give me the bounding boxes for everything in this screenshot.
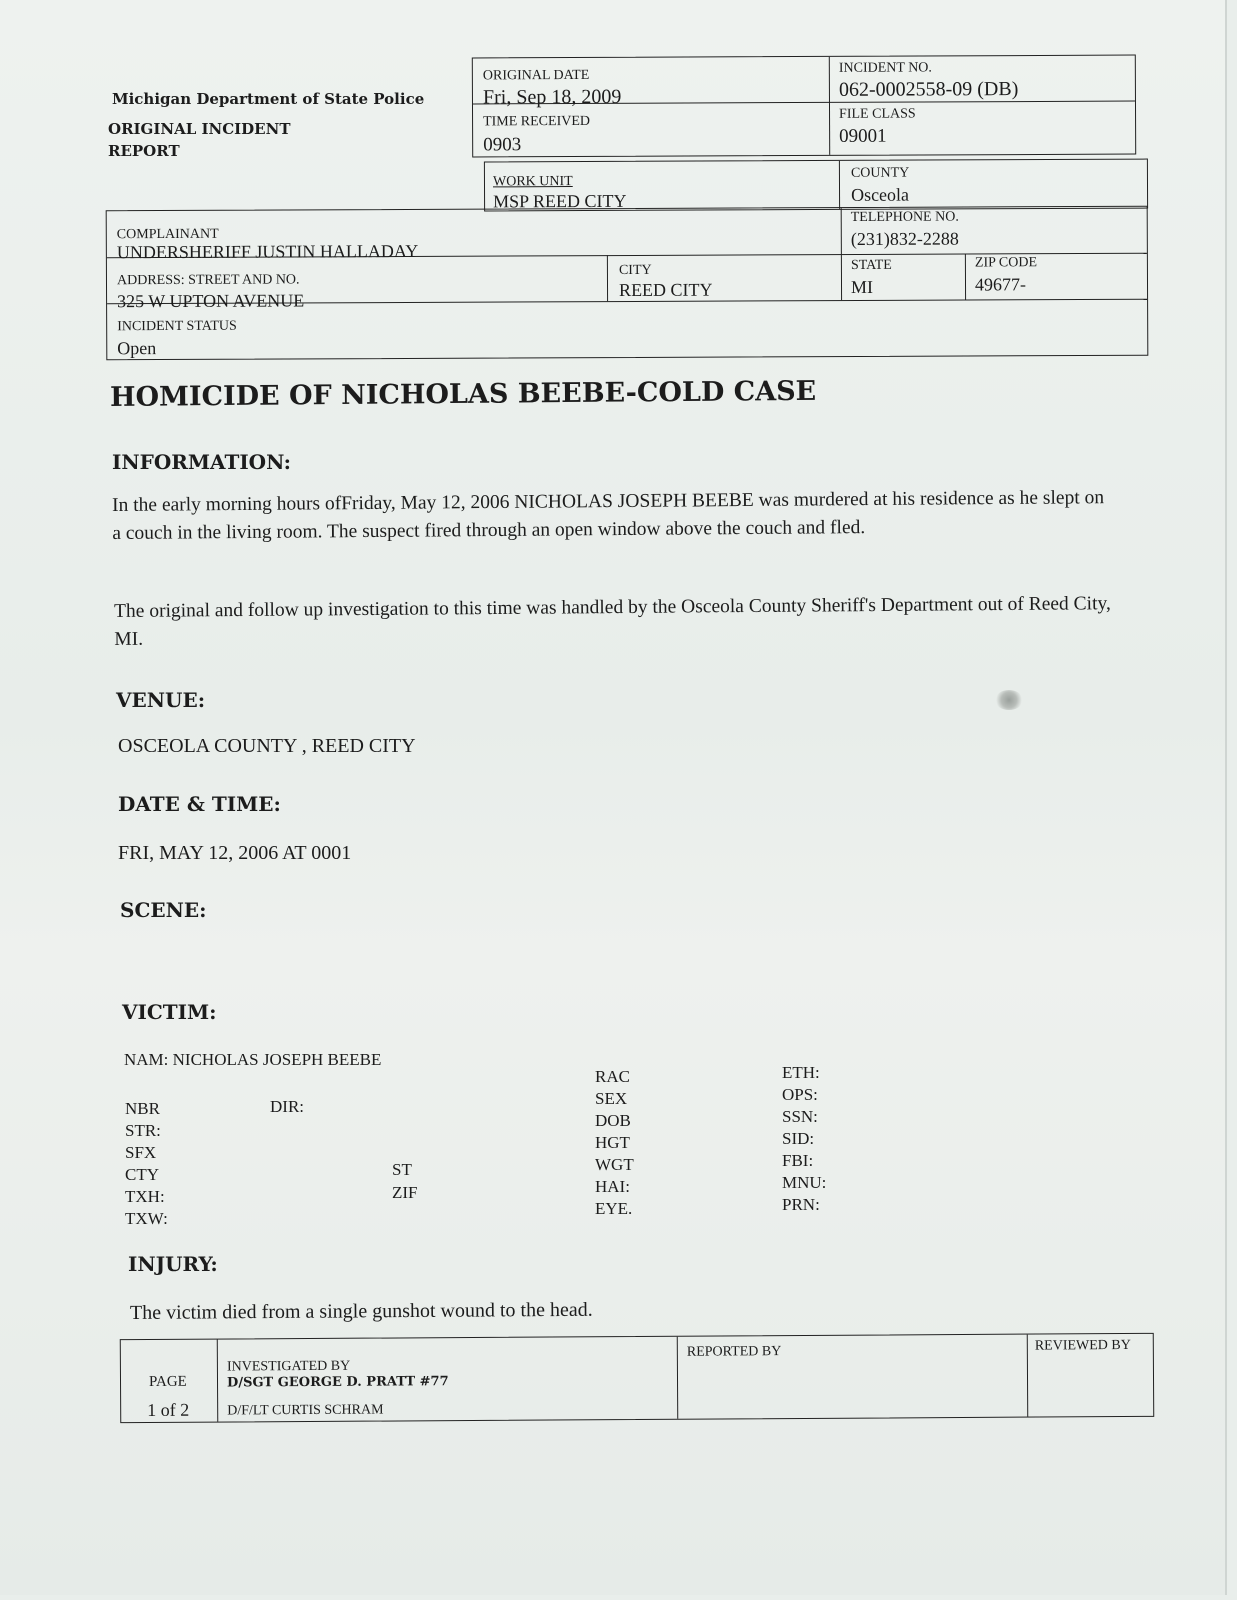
time-received-value: 0903 xyxy=(483,134,522,156)
victim-field-sex: SEX xyxy=(595,1089,628,1108)
address-label: ADDRESS: STREET AND NO. xyxy=(116,272,300,289)
county-value: Osceola xyxy=(850,184,910,205)
telephone-label: TELEPHONE NO. xyxy=(850,209,959,226)
victim-field-cty: CTY xyxy=(125,1165,159,1184)
footer-box xyxy=(120,1333,1154,1423)
victim-field-hgt: HGT xyxy=(595,1133,630,1152)
venue-heading: VENUE: xyxy=(116,688,206,712)
footer-divider-1 xyxy=(217,1340,219,1422)
victim-field-ssn: SSN: xyxy=(782,1107,818,1126)
victim-field-dir: DIR: xyxy=(270,1097,304,1116)
datetime-value: FRI, MAY 12, 2006 AT 0001 xyxy=(118,842,352,864)
injury-value: The victim died from a single gunshot wound to the head. xyxy=(129,1298,593,1324)
header-box xyxy=(472,55,1136,158)
work-unit-label: WORK UNIT xyxy=(492,174,573,190)
datetime-heading: DATE & TIME: xyxy=(118,792,281,816)
work-unit-box-divider xyxy=(839,161,840,209)
victim-field-wgt: WGT xyxy=(595,1155,634,1174)
state-value: MI xyxy=(850,276,874,298)
time-received-label: TIME RECEIVED xyxy=(483,113,591,130)
victim-field-sfx: SFX xyxy=(125,1143,157,1162)
victim-field-zip: ZIF xyxy=(392,1183,418,1202)
report-type-line2: REPORT xyxy=(108,142,180,160)
victim-name: NAM: NICHOLAS JOSEPH BEEBE xyxy=(124,1050,382,1069)
complainant-box xyxy=(106,206,1149,361)
victim-field-ops: OPS: xyxy=(782,1085,818,1104)
reviewed-by-label: REVIEWED BY xyxy=(1034,1337,1131,1354)
state-label: STATE xyxy=(850,257,892,274)
city-divider xyxy=(607,255,608,301)
investigated-by-label: INVESTIGATED BY xyxy=(226,1358,351,1375)
report-type-line1: ORIGINAL INCIDENT xyxy=(108,120,291,138)
complainant-label: COMPLAINANT xyxy=(116,226,219,243)
investigator-2: D/F/LT CURTIS SCHRAM xyxy=(227,1402,384,1419)
incident-no-value: 062-0002558-09 (DB) xyxy=(838,78,1019,101)
incident-no-label: INCIDENT NO. xyxy=(838,60,932,76)
zip-label: ZIP CODE xyxy=(974,255,1038,271)
victim-field-hai: HAI: xyxy=(595,1177,630,1196)
page-value: 1 of 2 xyxy=(147,1399,190,1420)
victim-field-mnu: MNU: xyxy=(782,1173,827,1192)
victim-field-fbi: FBI: xyxy=(782,1151,814,1170)
address-value: 325 W UPTON AVENUE xyxy=(117,290,305,312)
victim-field-eth: ETH: xyxy=(782,1063,820,1082)
complainant-value: UNDERSHERIFF JUSTIN HALLADAY xyxy=(116,240,419,263)
victim-field-sid: SID: xyxy=(782,1129,815,1148)
victim-field-txh: TXH: xyxy=(125,1187,165,1206)
victim-field-prn: PRN: xyxy=(782,1195,820,1214)
zip-value: 49677- xyxy=(974,274,1027,295)
zip-divider xyxy=(965,254,966,300)
telephone-value: (231)832-2288 xyxy=(850,228,959,250)
file-class-label: FILE CLASS xyxy=(839,106,916,122)
reported-by-label: REPORTED BY xyxy=(686,1344,782,1360)
county-label: COUNTY xyxy=(850,165,910,181)
status-label: INCIDENT STATUS xyxy=(117,318,237,335)
page-label: PAGE xyxy=(148,1373,187,1390)
scene-heading: SCENE: xyxy=(120,898,207,922)
investigator-1: D/SGT GEORGE D. PRATT #77 xyxy=(226,1374,449,1391)
victim-field-dob: DOB xyxy=(595,1111,631,1130)
footer-divider-3 xyxy=(1027,1335,1029,1417)
file-class-value: 09001 xyxy=(839,125,887,147)
footer-divider-2 xyxy=(677,1337,679,1419)
city-value: REED CITY xyxy=(618,279,713,301)
status-value: Open xyxy=(117,338,157,359)
work-unit-box xyxy=(484,159,1148,212)
victim-col1 xyxy=(125,1098,168,1230)
victim-heading: VICTIM: xyxy=(122,1000,217,1024)
victim-col4 xyxy=(782,1062,826,1216)
information-paragraph-1: In the early morning hours ofFriday, May 12, 2006 NICHOLAS JOSEPH BEEBE was murdered at his residence as he slept on a couch in the living room. The suspect fired through an open window above the couch and fled. xyxy=(112,487,1105,544)
original-date-label: ORIGINAL DATE xyxy=(482,67,590,84)
victim-field-rac: RAC xyxy=(595,1067,630,1086)
work-unit-value: MSP REED CITY xyxy=(493,190,627,212)
venue-value: OSCEOLA COUNTY , REED CITY xyxy=(118,735,416,757)
agency-name: Michigan Department of State Police xyxy=(112,90,425,108)
injury-heading: INJURY: xyxy=(128,1252,218,1276)
stain-mark xyxy=(995,690,1023,710)
header-box-vdivider xyxy=(829,57,830,155)
victim-field-eye: EYE. xyxy=(595,1199,633,1218)
information-heading: INFORMATION: xyxy=(112,450,292,474)
victim-col3 xyxy=(595,1066,634,1220)
victim-field-st: ST xyxy=(392,1160,412,1179)
city-label: CITY xyxy=(618,262,652,279)
information-paragraph-2: The original and follow up investigation to this time was handled by the Osceola County Sheriff's Department out of Reed City, MI. xyxy=(114,593,1111,650)
victim-field-nbr: NBR xyxy=(125,1099,160,1118)
report-title: HOMICIDE OF NICHOLAS BEEBE-COLD CASE xyxy=(109,375,817,413)
original-date-value: Fri, Sep 18, 2009 xyxy=(482,85,622,109)
victim-field-txw: TXW: xyxy=(125,1209,168,1228)
victim-field-str: STR: xyxy=(125,1121,161,1140)
